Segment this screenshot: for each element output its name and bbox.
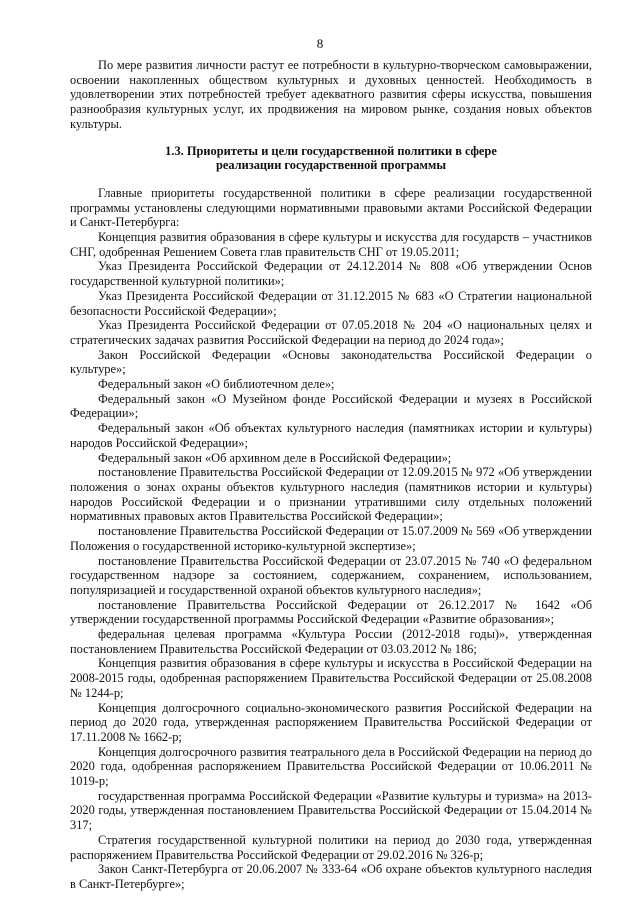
list-item-resolution-1642: постановление Правительства Российской Федерации от 26.12.2017 № 1642 «Об утверждении государственной программы Российской Федерации «Развитие образования»; <box>70 597 592 627</box>
list-item-resolution-569: постановление Правительства Российской Федерации от 15.07.2009 № 569 «Об утверждении Положения о государственной историко-культурной экспертизе»; <box>70 524 592 553</box>
list-item-spb-law: Закон Санкт-Петербурга от 20.06.2007 № 333-64 «Об охране объектов культурного наследия в Санкт-Петербурге»; <box>70 862 592 891</box>
list-item-cis-concept: Концепция развития образования в сфере культуры и искусства для государств – участников СНГ, одобренная Решением Совета глав правительств СНГ от 19.05.2011; <box>70 230 592 259</box>
list-item-concept-education: Концепция развития образования в сфере культуры и искусства в Российской Федерации на 2008-2015 годы, одобренная распоряжением Правительства Российской Федерации от 25.08.2008 № 1244-р; <box>70 656 592 700</box>
list-item-law-archive: Федеральный закон «Об архивном деле в Российской Федерации»; <box>98 450 452 465</box>
page-content <box>70 58 592 892</box>
list-item-decree-808: Указ Президента Российской Федерации от 24.12.2014 № 808 «Об утверждении Основ государственной культурной политики»; <box>70 259 592 289</box>
section-heading <box>70 144 592 173</box>
list-item-decree-683: Указ Президента Российской Федерации от 31.12.2015 № 683 «О Стратегии национальной безопасности Российской Федерации»; <box>70 288 592 318</box>
list-item-resolution-972: постановление Правительства Российской Федерации от 12.09.2015 № 972 «Об утверждении положения о зонах охраны объектов культурного наследия (памятников истории и культуры) народов Российской Федерации и о признании утратившими силу отдельных положений нормативных правовых актов Правительства Российской Федерации»; <box>70 465 592 524</box>
list-item-law-museum: Федеральный закон «О Музейном фонде Российской Федерации и музеях в Российской Федерации»; <box>70 391 592 421</box>
section-heading-line-1: 1.3. Приоритеты и цели государственной политики в сфере <box>165 143 497 158</box>
list-item-program-culture-tourism: государственная программа Российской Федерации «Развитие культуры и туризма» на 2013-2020 годы, утвержденная постановлением Правительства Российской Федерации от 15.04.2014 № 317; <box>70 788 592 833</box>
list-item-decree-204: Указ Президента Российской Федерации от 07.05.2018 № 204 «О национальных целях и стратегических задачах развития Российской Федерации на период до 2024 года»; <box>70 318 592 347</box>
list-item-concept-theatre: Концепция долгосрочного развития театрального дела в Российской Федерации на период до 2020 года, одобренная распоряжением Правительства Российской Федерации от 10.06.2011 № 1019-р; <box>70 744 592 789</box>
list-item-strategy-2030: Стратегия государственной культурной политики на период до 2030 года, утвержденная распоряжением Правительства Российской Федерации от 29.02.2016 № 326-р; <box>70 832 592 862</box>
list-item-law-culture: Закон Российской Федерации «Основы законодательства Российской Федерации о культуре»; <box>70 347 592 377</box>
list-item-law-library: Федеральный закон «О библиотечном деле»; <box>98 377 335 392</box>
list-item-resolution-740: постановление Правительства Российской Федерации от 23.07.2015 № 740 «О федеральном государственном надзоре за состоянием, содержанием, сохранением, использованием, популяризацией и государственной охраной объектов культурного наследия»; <box>70 553 592 597</box>
intro-paragraph: По мере развития личности растут ее потребности в культурно-творческом самовыражении, освоении накопленных обществом культурных и духовных ценностей. Необходимость в удовлетворении этих потребностей требует адекватного развития сферы искусства, повышения разнообразия культурных услуг, их продвижения на мировом рынке, создания новых объектов культуры. <box>70 58 592 131</box>
list-item-law-heritage: Федеральный закон «Об объектах культурного наследия (памятниках истории и культуры) народов Российской Федерации»; <box>70 421 592 450</box>
page-number: 8 <box>316 36 324 51</box>
list-item-concept-socioeconomic: Концепция долгосрочного социально-экономического развития Российской Федерации на период до 2020 года, утвержденная распоряжением Правительства Российской Федерации от 17.11.2008 № 1662-р; <box>70 700 592 744</box>
paragraph-priorities-intro: Главные приоритеты государственной политики в сфере реализации государственной программы установлены следующими нормативными правовыми актами Российской Федерации и Санкт-Петербурга: <box>70 185 592 230</box>
section-heading-line-2: реализации государственной программы <box>215 158 447 173</box>
list-item-fcp-culture: федеральная целевая программа «Культура России (2012-2018 годы)», утвержденная постановлением Правительства Российской Федерации от 03.03.2012 № 186; <box>70 627 592 656</box>
